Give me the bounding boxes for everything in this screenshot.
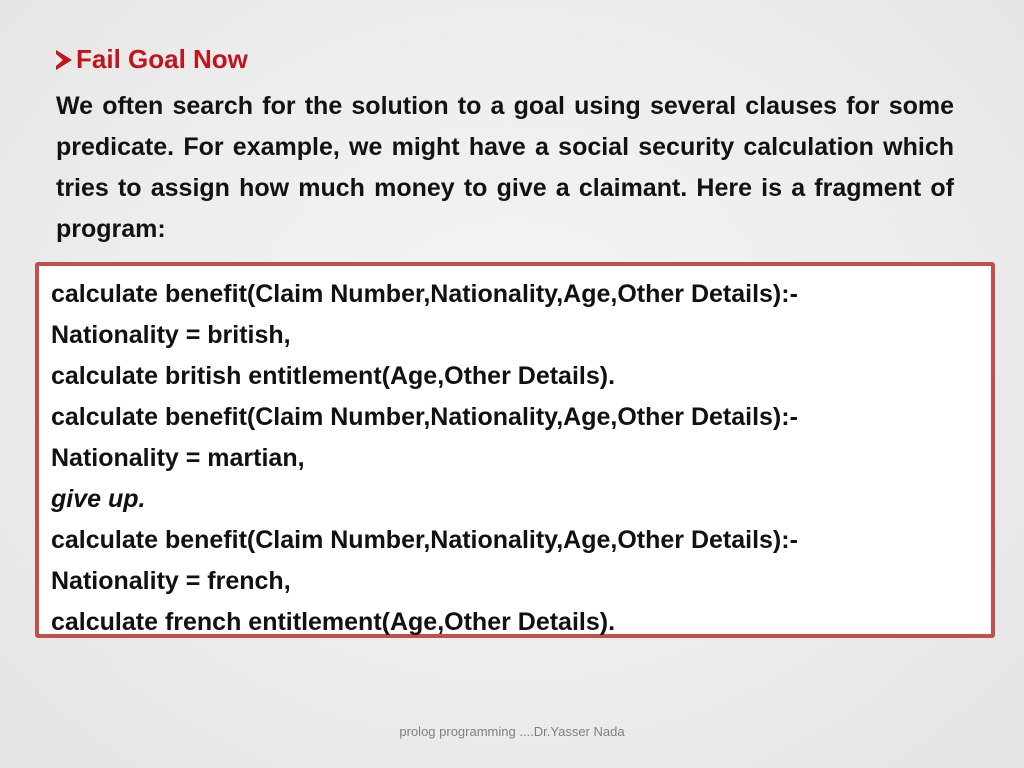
code-line: calculate british entitlement(Age,Other Details).	[51, 362, 616, 390]
code-box	[35, 262, 995, 638]
arrow-bullet-icon	[56, 50, 72, 70]
heading-text: Fail Goal Now	[76, 44, 248, 74]
slide-heading	[56, 44, 248, 75]
code-line: calculate french entitlement(Age,Other Details).	[51, 608, 616, 636]
intro-paragraph: We often search for the solution to a goal using several clauses for some predicate. For example, we might have a social security calculation which tries to assign how much money to give a claimant. Here is a fragment of program:	[56, 92, 954, 243]
slide-footer: prolog programming ....Dr.Yasser Nada	[399, 724, 625, 739]
code-line: Nationality = french,	[51, 567, 291, 595]
code-line: calculate benefit(Claim Number,Nationality,Age,Other Details):-	[51, 526, 798, 554]
code-line: give up.	[51, 485, 146, 513]
code-line: Nationality = british,	[51, 321, 291, 349]
code-line: calculate benefit(Claim Number,Nationality,Age,Other Details):-	[51, 403, 798, 431]
code-line: calculate benefit(Claim Number,Nationality,Age,Other Details):-	[51, 280, 798, 308]
code-line: Nationality = martian,	[51, 444, 305, 472]
